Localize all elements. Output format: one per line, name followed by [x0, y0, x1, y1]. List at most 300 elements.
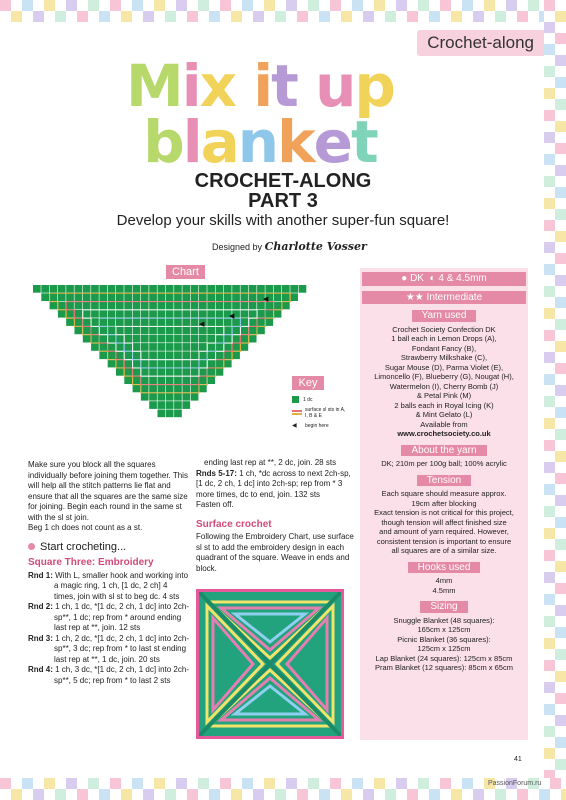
- chart-cell: [108, 360, 116, 368]
- checker-square: [555, 297, 566, 308]
- checker-square: [544, 605, 555, 616]
- checker-square: [341, 0, 352, 11]
- chart-cell: [191, 376, 199, 384]
- chart-cell: [116, 351, 124, 359]
- checker-square: [220, 778, 231, 789]
- checker-square: [555, 77, 566, 88]
- chart-cell: [124, 302, 132, 310]
- chart-cell: [91, 318, 99, 326]
- yarn-line: Limoncello (F), Blueberry (G), Nougat (H),: [374, 372, 514, 381]
- checker-square: [33, 778, 44, 789]
- chart-cell: [124, 318, 132, 326]
- chart-cell: [141, 351, 149, 359]
- checker-square: [544, 11, 555, 22]
- checker-square: [555, 671, 566, 682]
- chart-cell: [199, 368, 207, 376]
- checker-square: [555, 682, 566, 693]
- checker-square: [528, 789, 539, 800]
- checker-square: [132, 789, 143, 800]
- checker-square: [555, 462, 566, 473]
- checker-square: [308, 0, 319, 11]
- checker-square: [132, 778, 143, 789]
- round-text: 1 ch, 3 dc, *[1 dc, 2 ch, 1 dc] into 2ch-sp**, 5 dc; rep from * to last 2 sts: [54, 665, 189, 685]
- checker-square: [544, 682, 555, 693]
- checker-square: [555, 319, 566, 330]
- checker-square: [44, 0, 55, 11]
- yarn-heading: Yarn used: [412, 310, 477, 322]
- checker-square: [363, 789, 374, 800]
- checker-square: [44, 789, 55, 800]
- chart-cell: [241, 310, 249, 318]
- checker-square: [544, 616, 555, 627]
- checker-square: [66, 789, 77, 800]
- checker-square: [0, 0, 11, 11]
- checker-square: [555, 737, 566, 748]
- chart-cell: [99, 351, 107, 359]
- checker-square: [544, 0, 555, 11]
- checker-square: [555, 704, 566, 715]
- chart-cell: [241, 293, 249, 301]
- chart-cell: [141, 327, 149, 335]
- checker-square: [528, 11, 539, 22]
- checker-square: [231, 789, 242, 800]
- square-heading: Square Three: Embroidery: [28, 557, 154, 568]
- checker-square: [110, 11, 121, 22]
- checker-square: [352, 789, 363, 800]
- checker-square: [33, 789, 44, 800]
- chart-cell: [116, 293, 124, 301]
- checker-square: [544, 319, 555, 330]
- begin-arrow-icon: ◀: [199, 321, 205, 328]
- checker-square: [99, 0, 110, 11]
- sizing-line: Pram Blanket (12 squares): 85cm x 65cm: [375, 663, 513, 672]
- chart-cell: [224, 335, 232, 343]
- checker-square: [110, 789, 121, 800]
- round-text: 1 ch, 2 dc, *[1 dc, 2 ch, 1 dc] into 2ch-sp**, 3 dc; rep from * to last st ending last rep at **, 1 dc, join. 20 sts: [54, 633, 189, 664]
- title-letter: p: [354, 52, 394, 120]
- checker-square: [544, 374, 555, 385]
- chart-cell: [166, 368, 174, 376]
- checker-square: [555, 407, 566, 418]
- checker-square: [544, 297, 555, 308]
- checker-square: [544, 583, 555, 594]
- chart-cell: [174, 318, 182, 326]
- checker-square: [154, 789, 165, 800]
- checker-square: [407, 0, 418, 11]
- checker-square: [544, 88, 555, 99]
- chart-cell: [133, 310, 141, 318]
- checker-square: [555, 572, 566, 583]
- checker-square: [88, 778, 99, 789]
- checker-square: [286, 0, 297, 11]
- checker-square: [528, 0, 539, 11]
- chart-cell: [207, 368, 215, 376]
- checker-square: [418, 789, 429, 800]
- tension-line: all squares are of a similar size.: [391, 546, 497, 555]
- chart-cell: [58, 310, 66, 318]
- checker-square: [264, 789, 275, 800]
- yarn-url: www.crochetsociety.co.uk: [397, 429, 491, 438]
- chart-cell: [207, 302, 215, 310]
- chart-cell: [158, 410, 166, 418]
- checker-square: [555, 660, 566, 671]
- chart-cell: [83, 335, 91, 343]
- chart-cell: [33, 285, 41, 293]
- round-2: [28, 602, 190, 634]
- checker-square: [544, 594, 555, 605]
- checker-square: [308, 789, 319, 800]
- chart-cell: [174, 401, 182, 409]
- checker-square: [319, 778, 330, 789]
- chart-cell: [199, 351, 207, 359]
- chart-cell: [41, 293, 49, 301]
- checker-square: [176, 778, 187, 789]
- checker-square: [396, 778, 407, 789]
- checker-square: [544, 462, 555, 473]
- chart-cell: [166, 310, 174, 318]
- chart-cell: [99, 318, 107, 326]
- subtitle-line-1: CROCHET-ALONG: [194, 170, 372, 192]
- checker-square: [555, 110, 566, 121]
- checker-square: [341, 11, 352, 22]
- chart-cell: [41, 285, 49, 293]
- embroidery-chart: [33, 285, 308, 420]
- section-tab: Crochet-along: [417, 30, 544, 56]
- checker-square: [544, 132, 555, 143]
- chart-cell: [108, 318, 116, 326]
- checker-square: [121, 11, 132, 22]
- checker-square: [544, 407, 555, 418]
- checker-square: [555, 759, 566, 770]
- checker-square: [462, 11, 473, 22]
- chart-cell: [91, 293, 99, 301]
- chart-cell: [274, 293, 282, 301]
- tension-line: though tension will affect finished size: [381, 517, 507, 527]
- checker-square: [544, 451, 555, 462]
- chart-cell: [116, 335, 124, 343]
- checker-square: [544, 286, 555, 297]
- checker-square: [544, 55, 555, 66]
- title-letter: k: [277, 108, 314, 176]
- chart-cell: [99, 335, 107, 343]
- chart-cell: [207, 343, 215, 351]
- checker-square: [154, 0, 165, 11]
- checker-square: [506, 0, 517, 11]
- chart-cell: [191, 351, 199, 359]
- yarn-line: Watermelon (I), Cherry Bomb (J): [389, 381, 499, 391]
- chart-cell: [116, 360, 124, 368]
- checker-square: [544, 418, 555, 429]
- subtitle-line-2: PART 3: [248, 190, 318, 212]
- chart-cell: [216, 285, 224, 293]
- checker-square: [418, 0, 429, 11]
- chart-cell: [265, 318, 273, 326]
- checker-square: [544, 528, 555, 539]
- title-letter: x: [199, 52, 236, 120]
- chart-cell: [182, 351, 190, 359]
- key-item-dc: [292, 396, 348, 403]
- chart-cell: [116, 302, 124, 310]
- title-letter: i: [181, 52, 200, 120]
- sizing-line: Lap Blanket (24 squares): 125cm x 85cm: [375, 653, 513, 663]
- checker-square: [407, 778, 418, 789]
- checker-square: [209, 778, 220, 789]
- chart-cell: [299, 285, 307, 293]
- checker-square: [544, 22, 555, 33]
- chart-cell: [241, 302, 249, 310]
- chart-cell: [141, 302, 149, 310]
- checker-square: [286, 789, 297, 800]
- checker-square: [555, 352, 566, 363]
- checker-square: [484, 789, 495, 800]
- checker-square: [187, 789, 198, 800]
- title-letter: b: [143, 108, 183, 176]
- round-4-continued: ending last rep at **, 2 dc, join. 28 sts: [204, 458, 337, 467]
- title-letter: t: [351, 108, 377, 176]
- checker-square: [220, 0, 231, 11]
- checker-square: [176, 789, 187, 800]
- chart-cell: [158, 343, 166, 351]
- chart-cell: [166, 376, 174, 384]
- checker-square: [544, 352, 555, 363]
- chart-cell: [207, 335, 215, 343]
- chart-cell: [91, 335, 99, 343]
- square-photo-illustration: [199, 592, 341, 736]
- chart-cell: [232, 285, 240, 293]
- checker-square: [544, 396, 555, 407]
- chart-cell: [174, 410, 182, 418]
- checker-square: [555, 66, 566, 77]
- chart-cell: [174, 351, 182, 359]
- chart-cell: [116, 310, 124, 318]
- checker-square: [555, 539, 566, 550]
- checker-square: [319, 11, 330, 22]
- chart-cell: [83, 318, 91, 326]
- spec-bar: [362, 272, 526, 286]
- checker-square: [407, 789, 418, 800]
- chart-cell: [199, 376, 207, 384]
- checker-square: [242, 789, 253, 800]
- tension-text: [360, 489, 528, 556]
- begin-arrow-icon: ◀: [263, 296, 269, 303]
- chart-cell: [141, 376, 149, 384]
- checker-square: [165, 11, 176, 22]
- chart-cell: [116, 285, 124, 293]
- chart-cell: [166, 343, 174, 351]
- tagline: Develop your skills with another super-fun square!: [116, 212, 450, 229]
- checker-square: [544, 385, 555, 396]
- chart-cell: [191, 335, 199, 343]
- hooks-heading: Hooks used: [408, 562, 481, 574]
- page-number: 41: [514, 756, 522, 763]
- checker-square: [555, 385, 566, 396]
- checker-square: [544, 66, 555, 77]
- checker-square: [242, 778, 253, 789]
- chart-cell: [124, 293, 132, 301]
- checker-square: [429, 0, 440, 11]
- checker-square: [209, 11, 220, 22]
- checker-square: [544, 264, 555, 275]
- checker-square: [88, 789, 99, 800]
- chart-cell: [241, 343, 249, 351]
- chart-cell: [91, 302, 99, 310]
- title-letter: [235, 58, 253, 114]
- key-item-label: surface sl sts in A, I, B & E: [305, 407, 346, 419]
- chart-cell: [141, 360, 149, 368]
- chart-cell: [99, 302, 107, 310]
- chart-cell: [224, 285, 232, 293]
- title-letter: [297, 58, 315, 114]
- checker-square: [555, 528, 566, 539]
- checker-border-bottom: [0, 778, 566, 800]
- chart-cell: [83, 327, 91, 335]
- checker-square: [462, 0, 473, 11]
- yarn-line: Strawberry Milkshake (C),: [400, 353, 488, 362]
- chart-cell: [265, 285, 273, 293]
- chart-cell: [174, 360, 182, 368]
- title-letter: l: [182, 108, 201, 176]
- checker-square: [555, 231, 566, 242]
- chart-cell: [108, 335, 116, 343]
- chart-cell: [191, 368, 199, 376]
- checker-square: [555, 88, 566, 99]
- checker-square: [555, 132, 566, 143]
- checker-square: [495, 0, 506, 11]
- checker-square: [374, 0, 385, 11]
- chart-cell: [50, 285, 58, 293]
- chart-cell: [257, 318, 265, 326]
- sizing-line: Picnic Blanket (36 squares):: [397, 634, 491, 644]
- chart-cell: [207, 318, 215, 326]
- checker-square: [220, 789, 231, 800]
- chart-cell: [249, 318, 257, 326]
- chart-cell: [182, 385, 190, 393]
- checker-square: [341, 789, 352, 800]
- chart-cell: [141, 385, 149, 393]
- chart-cell: [216, 302, 224, 310]
- hook-line: 4.5mm: [432, 585, 456, 595]
- chart-cell: [166, 393, 174, 401]
- chart-cell: [158, 401, 166, 409]
- chart-cell: [141, 335, 149, 343]
- checker-square: [341, 778, 352, 789]
- round-label: Rnd 2:: [28, 602, 53, 611]
- chart-cell: [207, 293, 215, 301]
- chart-cell: [207, 285, 215, 293]
- chart-cell: [99, 285, 107, 293]
- key-item-surface: [292, 407, 348, 419]
- chart-cell: [182, 327, 190, 335]
- checker-square: [451, 0, 462, 11]
- chart-cell: [124, 285, 132, 293]
- checker-square: [297, 11, 308, 22]
- checker-square: [544, 517, 555, 528]
- chart-cell: [83, 302, 91, 310]
- checker-square: [440, 0, 451, 11]
- checker-square: [396, 0, 407, 11]
- checker-square: [544, 121, 555, 132]
- checker-square: [544, 715, 555, 726]
- checker-square: [99, 778, 110, 789]
- checker-square: [396, 11, 407, 22]
- checker-square: [544, 440, 555, 451]
- round-1: [28, 571, 190, 603]
- checker-square: [555, 44, 566, 55]
- chart-cell: [91, 285, 99, 293]
- chart-cell: [191, 360, 199, 368]
- checker-square: [473, 789, 484, 800]
- chart-cell: [149, 376, 157, 384]
- chart-cell: [174, 368, 182, 376]
- chart-cell: [257, 310, 265, 318]
- chart-cell: [75, 327, 83, 335]
- checker-square: [363, 0, 374, 11]
- chart-cell: [174, 327, 182, 335]
- checker-square: [440, 778, 451, 789]
- checker-square: [374, 778, 385, 789]
- yarn-weight: DK: [410, 273, 424, 284]
- chart-cell: [158, 376, 166, 384]
- yarn-line: 2 balls each in Royal Icing (K): [394, 400, 494, 410]
- checker-square: [22, 789, 33, 800]
- checker-square: [555, 726, 566, 737]
- checker-square: [555, 143, 566, 154]
- checker-square: [374, 11, 385, 22]
- chart-cell: [133, 327, 141, 335]
- checker-square: [110, 778, 121, 789]
- checker-square: [555, 0, 566, 11]
- chart-cell: [50, 293, 58, 301]
- chart-cell: [199, 360, 207, 368]
- checker-square: [231, 11, 242, 22]
- chart-cell: [207, 310, 215, 318]
- chart-cell: [182, 343, 190, 351]
- checker-square: [517, 0, 528, 11]
- checker-square: [555, 363, 566, 374]
- chart-cell: [133, 335, 141, 343]
- checker-square: [352, 778, 363, 789]
- chart-cell: [216, 335, 224, 343]
- checker-square: [544, 484, 555, 495]
- checker-square: [555, 374, 566, 385]
- round-text: 1 ch, 1 dc, *[1 dc, 2 ch, 1 dc] into 2ch-sp**, 1 dc; rep from * around ending last rep at **, join. 12 sts: [54, 602, 189, 632]
- checker-square: [11, 0, 22, 11]
- checker-square: [555, 495, 566, 506]
- checker-square: [88, 11, 99, 22]
- begin-arrow-icon: ◀: [229, 313, 235, 320]
- checker-square: [176, 0, 187, 11]
- checker-square: [319, 0, 330, 11]
- chart-cell: [141, 285, 149, 293]
- sizing-heading: Sizing: [420, 601, 467, 613]
- chart-cell: [141, 343, 149, 351]
- checker-square: [544, 572, 555, 583]
- chart-cell: [216, 360, 224, 368]
- chart-cell: [99, 343, 107, 351]
- checker-square: [385, 778, 396, 789]
- surface-lines-icon: [292, 410, 302, 417]
- checker-square: [77, 778, 88, 789]
- checker-square: [11, 778, 22, 789]
- chart-cell: [149, 401, 157, 409]
- chart-cell: [66, 310, 74, 318]
- checker-square: [33, 11, 44, 22]
- checker-square: [484, 11, 495, 22]
- checker-square: [544, 550, 555, 561]
- chart-cell: [257, 285, 265, 293]
- checker-square: [220, 11, 231, 22]
- checker-square: [297, 0, 308, 11]
